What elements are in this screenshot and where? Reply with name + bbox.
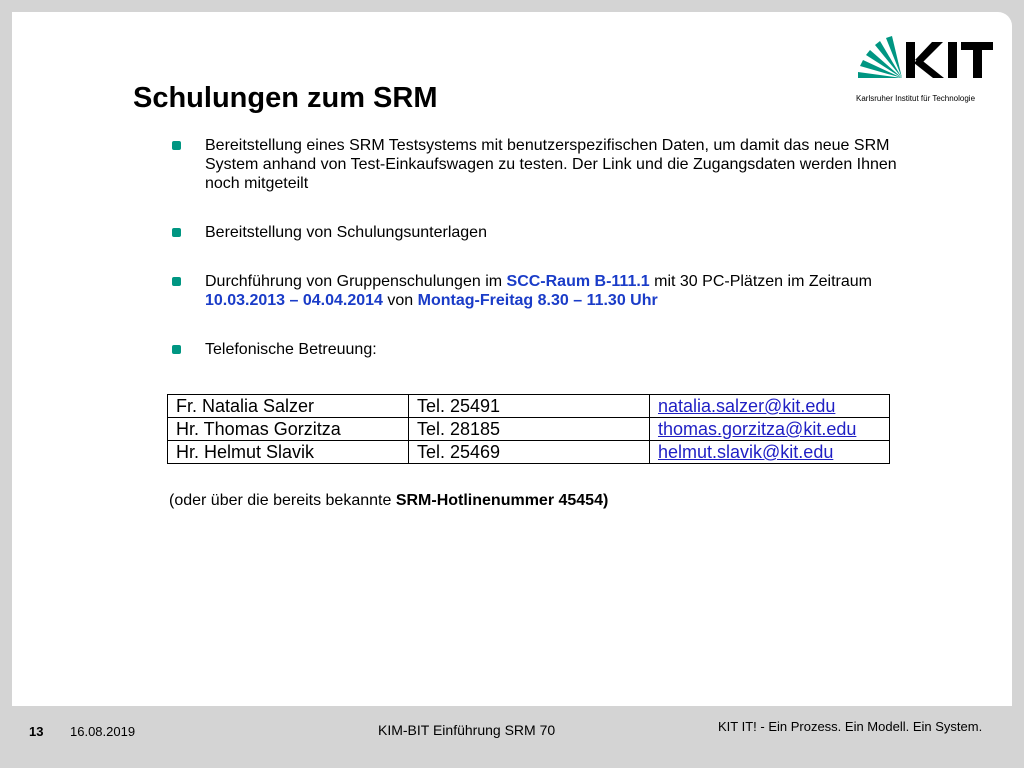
contact-name: Fr. Natalia Salzer [168,395,409,418]
contact-name: Hr. Helmut Slavik [168,441,409,464]
bullet-text: Telefonische Betreuung: [205,341,377,358]
footer-center-text: KIM-BIT Einführung SRM 70 [378,722,556,738]
bullet-item [172,340,912,359]
bullet-marker-icon [172,141,181,150]
contact-phone: Tel. 28185 [409,418,650,441]
contact-email-cell [650,418,890,441]
bullet-marker-icon [172,228,181,237]
kit-logo-icon [856,32,996,92]
contact-email-link[interactable]: helmut.slavik@kit.edu [658,442,834,462]
bullet-list [172,136,912,389]
bullet-text: mit 30 PC-Plätzen im Zeitraum [649,273,872,290]
footer-tagline: KIT IT! - Ein Prozess. Ein Modell. Ein System. [718,719,983,734]
contacts-table [167,394,890,464]
hotline-note [169,492,608,510]
bullet-marker-icon [172,277,181,286]
page-number: 13 [29,724,44,739]
slide [12,12,1012,706]
bullet-item [172,136,912,193]
contact-email-cell [650,395,890,418]
hotline-prefix: (oder über die bereits bekannte [169,492,396,509]
contact-email-cell [650,441,890,464]
room-highlight: SCC-Raum B-111.1 [506,273,650,290]
bullet-item [172,272,912,310]
table-row [168,395,890,418]
footer-date: 16.08.2019 [70,724,136,739]
bullet-text: Bereitstellung eines SRM Testsystems mit benutzerspezifischen Daten, um damit das neue SRM System anhand von Test-Einkaufswagen zu testen. Der Link und die Zugangsdaten werden Ihnen noch mitgeteilt [205,137,897,192]
kit-logo [856,32,996,112]
logo-subtitle: Karlsruher Institut für Technologie [856,94,976,103]
contact-phone: Tel. 25491 [409,395,650,418]
bullet-item [172,223,912,242]
slide-title: Schulungen zum SRM [133,82,438,114]
hotline-number: SRM-Hotlinenummer 45454) [395,492,609,509]
bullet-text: Durchführung von Gruppenschulungen im [205,273,507,290]
contact-email-link[interactable]: thomas.gorzitza@kit.edu [658,419,857,439]
schedule-highlight: Montag-Freitag 8.30 – 11.30 Uhr [417,292,658,309]
period-highlight: 10.03.2013 – 04.04.2014 [205,292,383,309]
bullet-text: Bereitstellung von Schulungsunterlagen [205,224,487,241]
contact-name: Hr. Thomas Gorzitza [168,418,409,441]
bullet-text: von [382,292,418,309]
contact-email-link[interactable]: natalia.salzer@kit.edu [658,396,836,416]
bullet-marker-icon [172,345,181,354]
contact-phone: Tel. 25469 [409,441,650,464]
table-row [168,418,890,441]
table-row [168,441,890,464]
